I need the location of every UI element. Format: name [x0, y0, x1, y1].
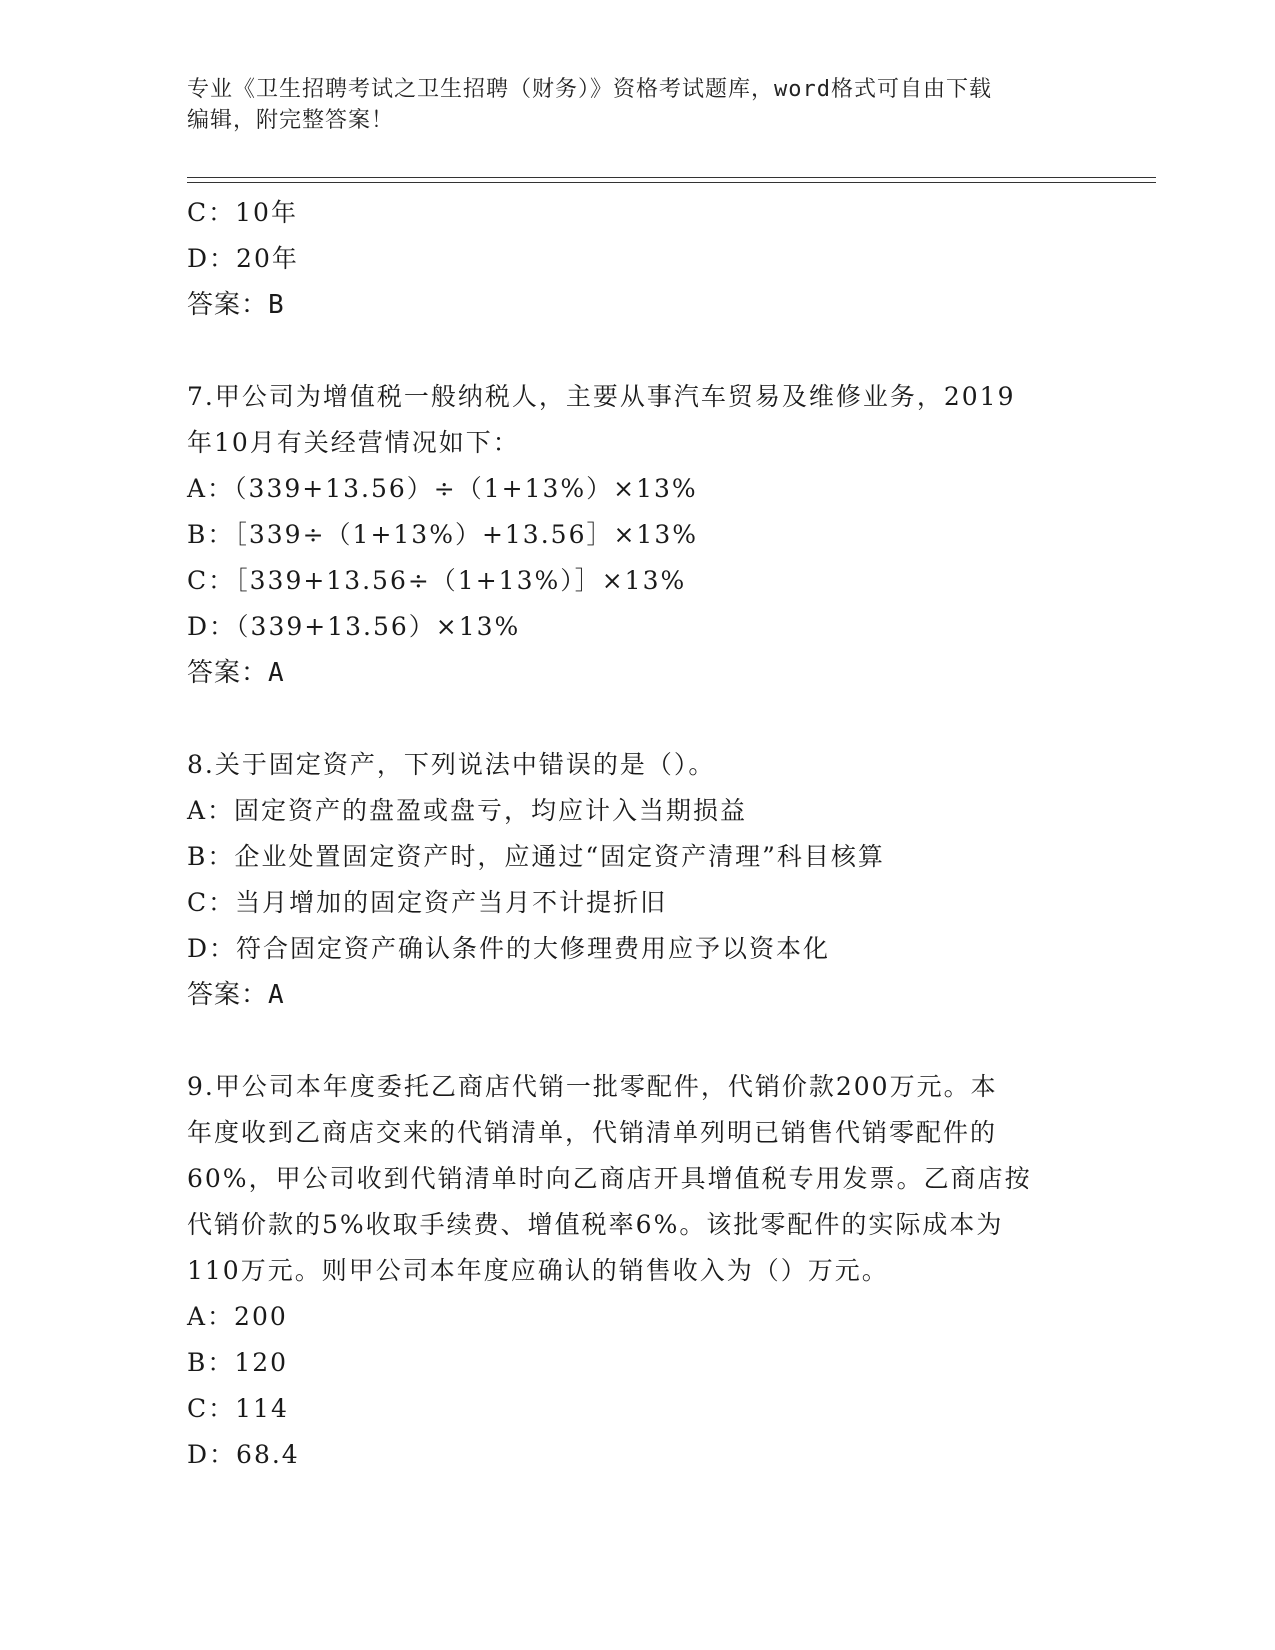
answer-label: 答案：	[187, 290, 269, 320]
answer-value: B	[268, 290, 285, 320]
q7-answer	[187, 650, 1087, 696]
q8-option-a: A：固定资产的盘盈或盘亏，均应计入当期损益	[187, 796, 748, 825]
prev-option-d: D：20年	[187, 244, 299, 273]
q7-option-c: C：［339+13.56÷（1+13%）］×13%	[187, 566, 687, 595]
q8-answer	[187, 972, 1087, 1018]
page-header	[187, 74, 1087, 136]
q9-option-d: D：68.4	[187, 1440, 300, 1469]
q9-stem-line-1: 9.甲公司本年度委托乙商店代销一批零配件，代销价款200万元。本	[187, 1072, 998, 1101]
q9-stem-line-3: 60%，甲公司收到代销清单时向乙商店开具增值税专用发票。乙商店按	[187, 1164, 1032, 1193]
spacer	[187, 328, 1087, 374]
q9-stem-line-4: 代销价款的5%收取手续费、增值税率6%。该批零配件的实际成本为	[187, 1210, 1004, 1239]
q9-stem-line-5: 110万元。则甲公司本年度应确认的销售收入为（）万元。	[187, 1256, 889, 1285]
question-content	[187, 190, 1087, 1478]
answer-value: A	[268, 658, 285, 688]
answer-value: A	[268, 980, 285, 1010]
header-divider-bottom	[187, 182, 1156, 183]
q8-option-b: B：企业处置固定资产时，应通过“固定资产清理”科目核算	[187, 842, 885, 871]
spacer	[187, 696, 1087, 742]
q8-stem-line-1: 8.关于固定资产，下列说法中错误的是（）。	[187, 750, 716, 779]
prev-answer	[187, 282, 1087, 328]
q9-stem-line-2: 年度收到乙商店交来的代销清单，代销清单列明已销售代销零配件的	[187, 1118, 998, 1147]
header-title-line-2: 编辑，附完整答案！	[187, 108, 395, 133]
q7-stem-line-1: 7.甲公司为增值税一般纳税人，主要从事汽车贸易及维修业务，2019	[187, 382, 1016, 411]
header-title-line-1: 专业《卫生招聘考试之卫生招聘（财务）》资格考试题库，word格式可自由下载	[187, 77, 992, 102]
q9-option-c: C：114	[187, 1394, 289, 1423]
prev-option-c: C：10年	[187, 198, 298, 227]
q9-option-b: B：120	[187, 1348, 289, 1377]
q7-stem-line-2: 年10月有关经营情况如下：	[187, 428, 520, 457]
q7-option-a: A：（339+13.56）÷（1+13%）×13%	[187, 474, 698, 503]
q9-option-a: A：200	[187, 1302, 288, 1331]
q8-option-d: D：符合固定资产确认条件的大修理费用应予以资本化	[187, 934, 831, 963]
q7-option-b: B：［339÷（1+13%）+13.56］×13%	[187, 520, 698, 549]
header-divider-top	[187, 177, 1156, 178]
answer-label: 答案：	[187, 980, 269, 1010]
q7-option-d: D：（339+13.56）×13%	[187, 612, 521, 641]
answer-label: 答案：	[187, 658, 269, 688]
q8-option-c: C：当月增加的固定资产当月不计提折旧	[187, 888, 668, 917]
spacer	[187, 1018, 1087, 1064]
